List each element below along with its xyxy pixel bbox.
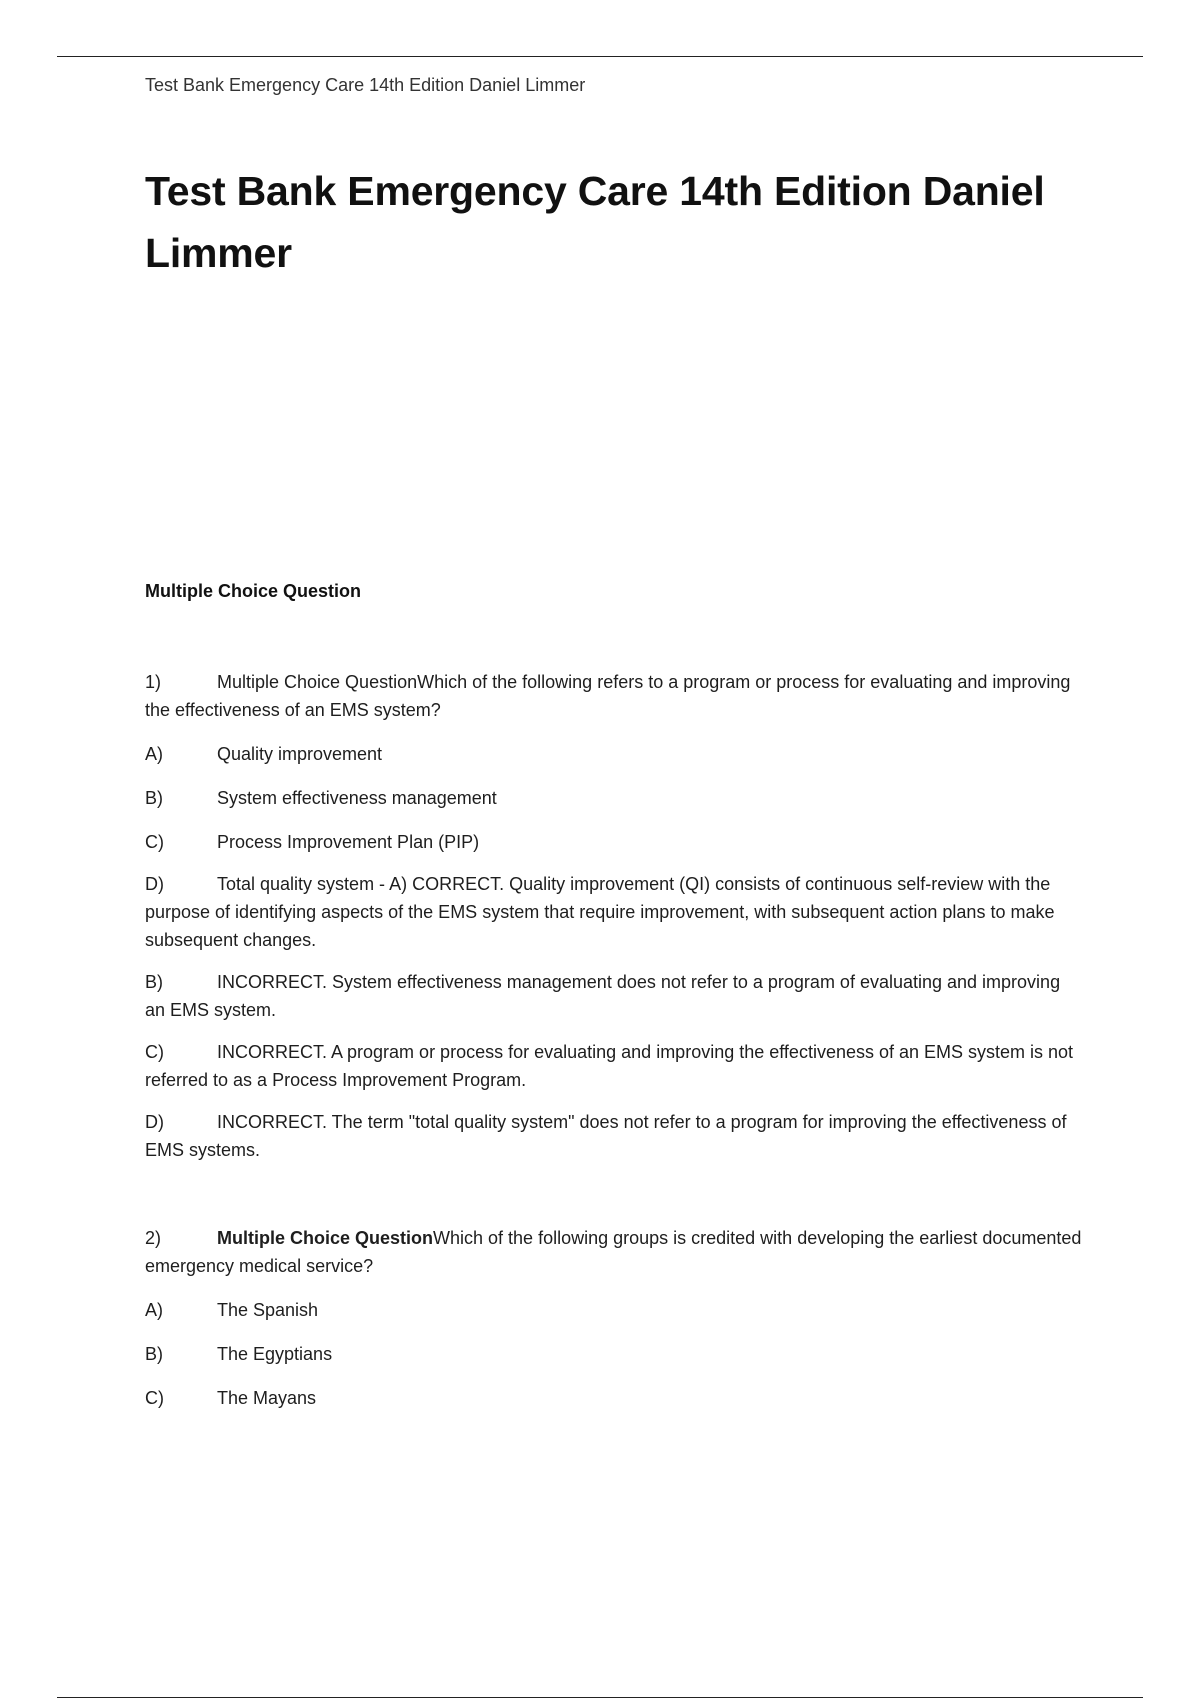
- option-label: D): [145, 874, 164, 894]
- question-2-prefix: Multiple Choice Question: [217, 1228, 434, 1248]
- explanation-label: C): [145, 1042, 164, 1062]
- document-title: Test Bank Emergency Care 14th Edition Daniel Limmer: [145, 168, 1045, 276]
- question-1-explanation-c: [145, 1038, 1085, 1094]
- explanation-label: B): [145, 972, 163, 992]
- question-1-stem: [145, 668, 1085, 724]
- explanation-text: INCORRECT. The term "total quality system" does not refer to a program for improving the effectiveness of EMS systems.: [145, 1112, 1067, 1160]
- option-text: The Egyptians: [217, 1344, 333, 1364]
- option-label: A): [145, 744, 163, 764]
- question-1-prefix: Multiple Choice Question: [217, 672, 418, 692]
- question-2-stem: [145, 1224, 1085, 1280]
- option-text: Process Improvement Plan (PIP): [217, 832, 480, 852]
- question-1-option-b: [145, 784, 1085, 812]
- question-1-explanation-d: [145, 1108, 1085, 1164]
- running-header: Test Bank Emergency Care 14th Edition Daniel Limmer: [145, 75, 586, 95]
- question-2-text: Which of the following groups is credited with developing the earliest documented emergency medical service?: [145, 1228, 1082, 1276]
- question-1-option-a: [145, 740, 1085, 768]
- question-2-number: 2): [145, 1228, 162, 1248]
- explanation-label: D): [145, 1112, 164, 1132]
- option-label: C): [145, 1388, 164, 1408]
- explanation-text: INCORRECT. A program or process for evaluating and improving the effectiveness of an EMS system is not referred to as a Process Improvement Program.: [145, 1042, 1074, 1090]
- question-2-option-b: [145, 1340, 1085, 1368]
- option-label: A): [145, 1300, 163, 1320]
- question-2-option-c: [145, 1384, 1085, 1412]
- option-text: System effectiveness management: [217, 788, 497, 808]
- option-text: Total quality system - A) CORRECT. Quality improvement (QI) consists of continuous self-review with the purpose of identifying aspects of the EMS system that require improvement, with subsequent action plans to make subsequent changes.: [145, 874, 1055, 950]
- question-1-option-d: [145, 870, 1085, 954]
- option-text: Quality improvement: [217, 744, 383, 764]
- top-rule: [57, 56, 1143, 57]
- option-text: The Spanish: [217, 1300, 319, 1320]
- explanation-text: INCORRECT. System effectiveness management does not refer to a program of evaluating and improving an EMS system.: [145, 972, 1061, 1020]
- question-1-explanation-b: [145, 968, 1085, 1024]
- question-1: [145, 668, 1085, 1164]
- question-1-number: 1): [145, 672, 162, 692]
- question-1-option-c: [145, 828, 1085, 856]
- option-text: The Mayans: [217, 1388, 317, 1408]
- page-content: [145, 72, 1085, 1412]
- bottom-rule: [57, 1697, 1143, 1698]
- option-label: B): [145, 788, 163, 808]
- question-2-option-a: [145, 1296, 1085, 1324]
- section-heading: Multiple Choice Question: [145, 581, 362, 601]
- question-2: [145, 1224, 1085, 1412]
- option-label: B): [145, 1344, 163, 1364]
- option-label: C): [145, 832, 164, 852]
- question-1-text: Which of the following refers to a program or process for evaluating and improving the effectiveness of an EMS system?: [145, 672, 1071, 720]
